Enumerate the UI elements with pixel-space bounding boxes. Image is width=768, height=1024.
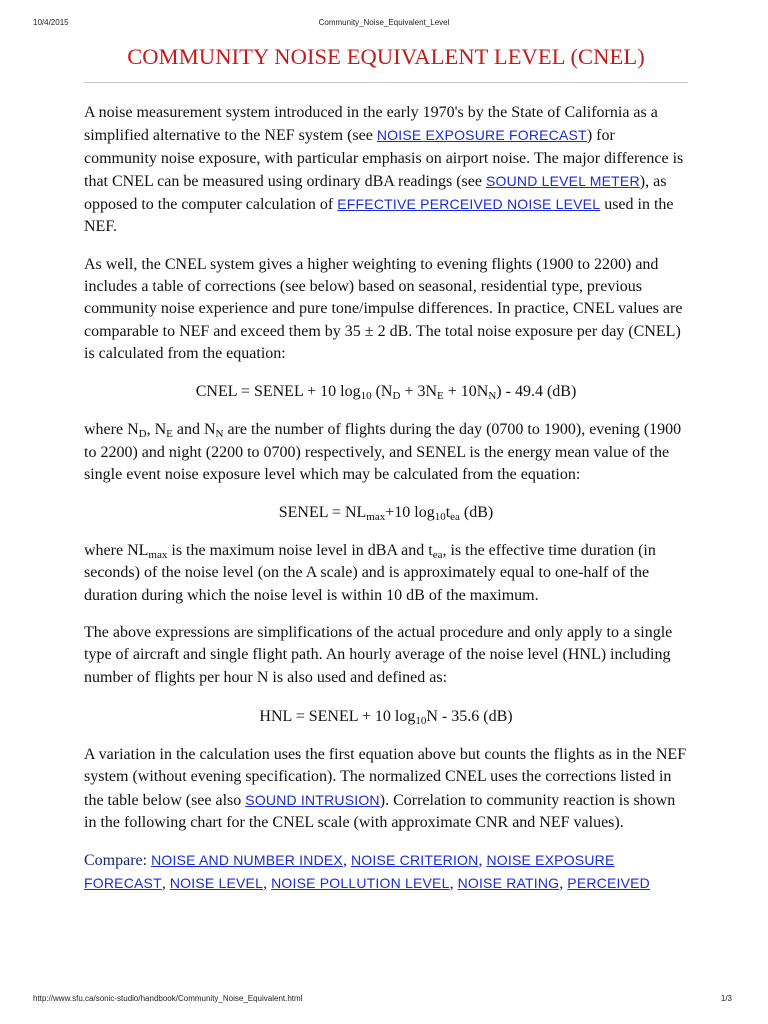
link-noise-level[interactable]: NOISE LEVEL — [169, 875, 264, 892]
text-run: ) for community noise exposure, with particular emphasis on airport noise. The major difference is that CNEL can be measured using ordinary dBA readings (see — [84, 127, 684, 190]
document-body — [84, 44, 688, 896]
link-noise-exposure-forecast[interactable]: NOISE EXPOSURE FORECAST — [376, 127, 587, 144]
text-run: ), as opposed to the computer calculation of — [84, 172, 667, 214]
print-page-number: 1/3 — [720, 994, 732, 1003]
link-noise-pollution-level[interactable]: NOISE POLLUTION LEVEL — [271, 875, 450, 892]
paragraph-weighting: As well, the CNEL system gives a higher weighting to evening flights (1900 to 2200) and includes a table of corrections (see below) based on seasonal, residential type, previous community noise experience and pure tone/impulse differences. In practice, CNEL values are comparable to NEF and exceed them by 35 ± 2 dB. The total noise exposure per day (CNEL) is calculated from the equation: — [84, 255, 683, 362]
link-noise-criterion[interactable]: NOISE CRITERION — [350, 852, 479, 869]
compare-links: Compare: NOISE AND NUMBER INDEX, NOISE CRITERION, NOISE EXPOSURE FORECAST, NOISE LEVEL, NOISE POLLUTION LEVEL, NOISE RATING, PERCEIVED — [84, 852, 650, 893]
print-page-title: Community_Noise_Equivalent_Level — [318, 18, 450, 27]
paragraph-intro — [84, 102, 688, 239]
equation-senel: SENEL = $NL_{max}+10$ $\log_{10}t_{ea}$ (dB) — [278, 504, 494, 524]
link-sound-intrusion[interactable]: SOUND INTRUSION — [245, 791, 380, 808]
equation-hnl: HNL = SENEL + 10 $\log_{10}N - 35.6$ (dB) — [259, 707, 513, 727]
title-divider — [84, 82, 688, 83]
paragraph-variation: A variation in the calculation uses the first equation above but counts the flights as in the NEF system (without evening specification). The normalized CNEL uses the corrections listed in the table below (see also SOUND INTRUSION). Correlation to community reaction is shown in the following chart for the CNEL scale (with approximate CNR and NEF values). — [84, 745, 687, 831]
compare-label: Compare: — [84, 852, 148, 870]
paragraph-flights: where $N_D$, $N_E$ and $N_N$ are the number of flights during the day (0700 to 1900), evening (1900 to 2200) and night (2200 to 0700) respectively, and SENEL is the energy mean value of the single event noise exposure level which may be calculated from the equation: — [84, 421, 682, 483]
print-url: http://www.sfu.ca/sonic-studio/handbook/Community_Noise_Equivalent.html — [33, 994, 303, 1003]
print-date: 10/4/2015 — [33, 18, 69, 27]
equation-cnel: CNEL = SENEL + 10 $\log_{10} (N_D + 3N_E + 10N_N) - 49.4$ (dB) — [195, 383, 577, 403]
paragraph-simplifications: The above expressions are simplifications of the actual procedure and only apply to a single type of aircraft and single flight path. An hourly average of the noise level (HNL) including number of flights per hour N is also used and defined as: — [84, 624, 673, 686]
text-run: used in the NEF. — [84, 196, 674, 236]
paragraph-nlmax: where $NL_{max}$ is the maximum noise level in dBA and $t_{ea}$, is the effective time duration (in seconds) of the noise level (on the A scale) and is approximately equal to one-half of the duration during which the noise level is within 10 dB of the maximum. — [84, 542, 656, 604]
print-footer — [0, 994, 768, 1006]
text-run: A noise measurement system introduced in the early 1970's by the State of California as a simplified alternative to the NEF system (see — [84, 104, 658, 145]
link-sound-level-meter[interactable]: SOUND LEVEL METER — [485, 172, 640, 189]
link-noise-exposure-forecast-2[interactable]: NOISE EXPOSURE FORECAST — [84, 852, 615, 892]
link-noise-and-number-index[interactable]: NOISE AND NUMBER INDEX — [151, 852, 343, 869]
link-perceived[interactable]: PERCEIVED — [567, 875, 650, 892]
link-effective-perceived-noise-level[interactable]: EFFECTIVE PERCEIVED NOISE LEVEL — [337, 196, 601, 213]
page-title: COMMUNITY NOISE EQUIVALENT LEVEL (CNEL) — [127, 44, 645, 69]
print-header — [0, 18, 768, 30]
link-noise-rating[interactable]: NOISE RATING — [457, 875, 560, 892]
